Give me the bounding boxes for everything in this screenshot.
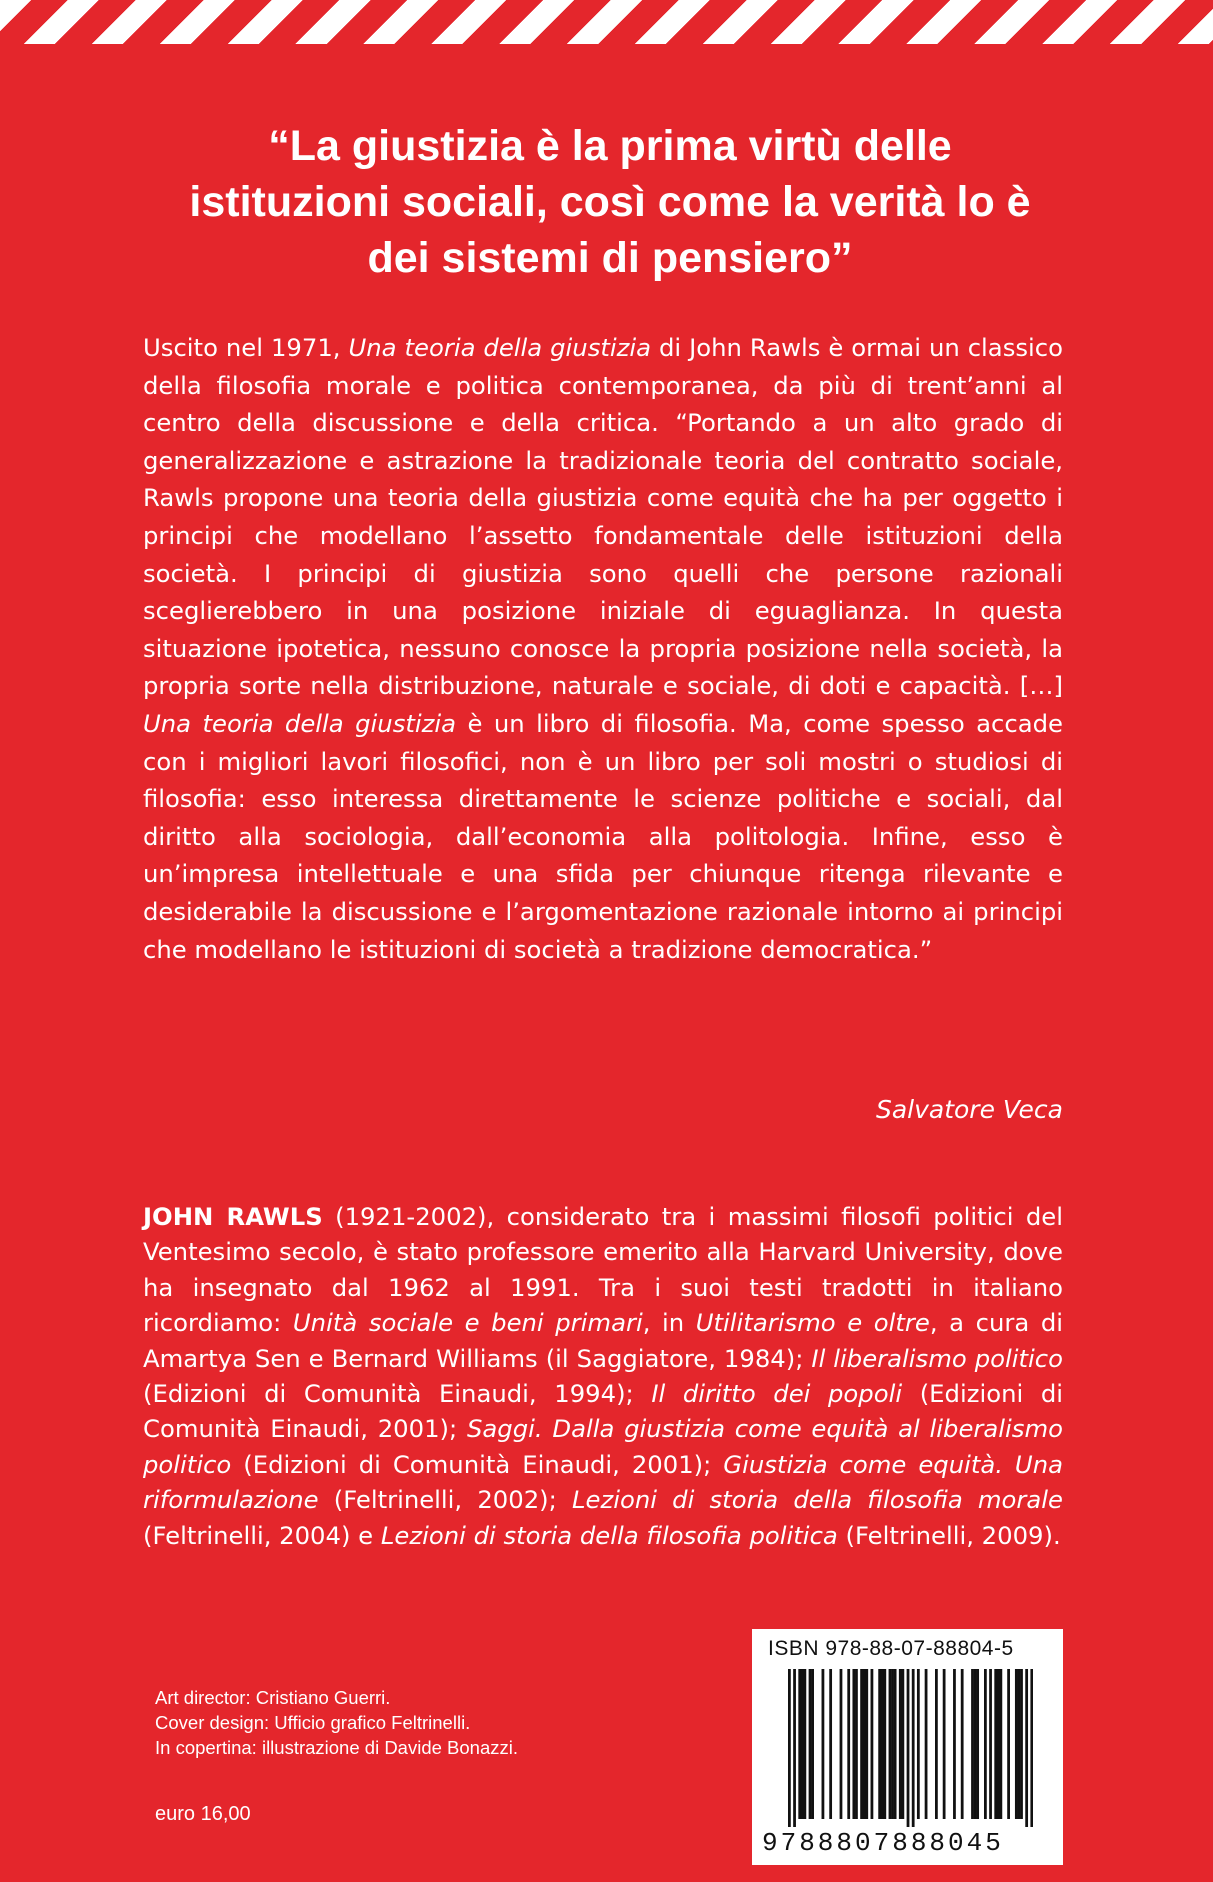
barcode-bar bbox=[974, 1669, 977, 1819]
barcode-bar bbox=[801, 1669, 804, 1819]
headline-quote bbox=[150, 118, 1070, 286]
book-title-italic-2: Una teoria della giustizia bbox=[143, 708, 457, 738]
barcode-bar bbox=[997, 1669, 1000, 1819]
bio-title-1: Unità sociale e beni primari bbox=[292, 1308, 643, 1338]
bio-title-8: Lezioni di storia della filosofia politica bbox=[380, 1520, 838, 1550]
bio-text-8: (Feltrinelli, 2004) e bbox=[143, 1520, 381, 1550]
barcode-bar bbox=[881, 1669, 884, 1819]
barcode-bar bbox=[1025, 1669, 1028, 1827]
barcode-bar bbox=[878, 1669, 881, 1819]
author-biography bbox=[143, 1199, 1063, 1553]
barcode-bar bbox=[925, 1669, 928, 1819]
barcode-bar bbox=[863, 1669, 866, 1819]
bio-title-7: Lezioni di storia della filosofia morale bbox=[572, 1485, 1063, 1515]
price-label: euro 16,00 bbox=[155, 1803, 251, 1825]
cover-credits bbox=[155, 1685, 715, 1760]
bio-title-3: Il liberalismo politico bbox=[811, 1343, 1063, 1373]
barcode-panel bbox=[752, 1629, 1063, 1865]
credit-cover-illustration: In copertina: illustrazione di Davide Bonazzi. bbox=[155, 1737, 518, 1758]
barcode-bar bbox=[798, 1669, 801, 1819]
blurb-text-2: di John Rawls è ormai un classico della filosofia morale e politica contemporanea, da più di trent’anni al centro della discussione e della critica. “Portando a un alto grado di generalizzazione e astrazione la tradizionale teoria del contratto sociale, Rawls propone una teoria della giustizia come equità che ha per oggetto i principi che modellano l’assetto fondamentale delle istituzioni della società. I principi di giustizia sono quelli che persone razionali sceglierebbero in una posizione iniziale di eguaglianza. In questa situazione ipotetica, nessuno conosce la propria posizione nella società, la propria sorte nella distribuzione, naturale e sociale, di doti e capacità. […] bbox=[143, 333, 1063, 701]
bio-text-2: , in bbox=[642, 1308, 696, 1338]
credit-art-director: Art director: Cristiano Guerri. bbox=[155, 1687, 391, 1708]
barcode-bar bbox=[961, 1669, 964, 1819]
barcode-bar bbox=[917, 1669, 920, 1819]
barcode-bar bbox=[788, 1669, 791, 1827]
barcode-bar bbox=[871, 1669, 874, 1819]
barcode-bar bbox=[994, 1669, 997, 1819]
barcode-bar bbox=[889, 1669, 892, 1819]
barcode-bar bbox=[829, 1669, 832, 1819]
barcode-bar bbox=[860, 1669, 863, 1819]
barcode-bar bbox=[984, 1669, 987, 1819]
barcode-bar bbox=[809, 1669, 812, 1819]
barcode-bar bbox=[793, 1669, 796, 1827]
barcode-bar bbox=[1018, 1669, 1021, 1819]
barcode-bar bbox=[943, 1669, 946, 1819]
blurb-text-1: Uscito nel 1971, bbox=[143, 333, 349, 362]
barcode-bar bbox=[953, 1669, 956, 1819]
headline-line-3: dei sistemi di pensiero” bbox=[367, 234, 853, 282]
barcode-bar bbox=[891, 1669, 894, 1819]
barcode-bar bbox=[840, 1669, 843, 1819]
barcode-bar bbox=[989, 1669, 992, 1819]
barcode-bar bbox=[1030, 1669, 1033, 1827]
barcode-bar bbox=[901, 1669, 904, 1819]
barcode-bar bbox=[894, 1669, 897, 1819]
barcode-bar bbox=[811, 1669, 814, 1819]
barcode-bar bbox=[865, 1669, 868, 1819]
barcode-bar bbox=[999, 1669, 1002, 1819]
headline-line-1: “La giustizia è la prima virtù delle bbox=[268, 122, 952, 170]
headline-line-2: istituzioni sociali, così come la verità lo è bbox=[189, 178, 1031, 226]
credit-cover-design: Cover design: Ufficio grafico Feltrinelli. bbox=[155, 1712, 471, 1733]
barcode-bar bbox=[907, 1669, 910, 1827]
author-name: JOHN RAWLS bbox=[143, 1202, 323, 1231]
barcode-bar bbox=[803, 1669, 806, 1819]
bio-title-4: Il diritto dei popoli bbox=[651, 1379, 903, 1409]
bio-text-7: (Feltrinelli, 2002); bbox=[318, 1485, 572, 1515]
barcode-bar bbox=[971, 1669, 974, 1819]
barcode-bar bbox=[935, 1669, 938, 1819]
blurb-text-3: è un libro di filosofia. Ma, come spesso accade con i migliori lavori filosofici, non è un libro per soli mostri o studiosi di filosofia: esso interessa direttamente le scienze politiche e sociali, dal diritto alla sociologia, dall’economia alla politologia. Infine, esso è un’impresa intellettuale e una sfida per chiunque ritenga rilevante e desiderabile la discussione e l’argomentazione razionale intorno ai principi che modellano le istituzioni di società a tradizione democratica.” bbox=[143, 708, 1064, 964]
barcode-bar bbox=[847, 1669, 850, 1819]
book-title-italic-1: Una teoria della giustizia bbox=[348, 333, 652, 362]
isbn-number: ISBN 978-88-07-88804-5 bbox=[768, 1637, 1014, 1660]
bio-text-3: , a cura di Amartya Sen e Bernard Williams (il Saggiatore, 1984); bbox=[143, 1308, 1064, 1373]
bio-title-6: Giustizia come equità. Una riformulazione bbox=[143, 1449, 1063, 1515]
barcode-bar bbox=[852, 1669, 855, 1819]
bio-title-5: Saggi. Dalla giustizia come equità al liberalismo politico bbox=[143, 1414, 1063, 1479]
barcode-bar bbox=[855, 1669, 858, 1819]
barcode-bar bbox=[1015, 1669, 1018, 1819]
barcode-bar bbox=[899, 1669, 902, 1819]
bio-text-1: (1921-2002), considerato tra i massimi filosofi politici del Ventesimo secolo, è stato professore emerito alla Harvard University, dove ha insegnato dal 1962 al 1991. Tra i suoi testi tradotti in italiano ricordiamo: bbox=[143, 1202, 1063, 1338]
bio-text-6: (Edizioni di Comunità Einaudi, 2001); bbox=[231, 1449, 724, 1479]
ean-digits: 9788807888045 bbox=[762, 1828, 1004, 1858]
barcode-bar bbox=[1007, 1669, 1010, 1819]
quote-author: Salvatore Veca bbox=[875, 1095, 1063, 1124]
bio-text-5: (Edizioni di Comunità Einaudi, 2001); bbox=[143, 1379, 1063, 1444]
book-description bbox=[143, 329, 1063, 968]
barcode-bar bbox=[1020, 1669, 1023, 1819]
barcode-bar bbox=[976, 1669, 979, 1819]
barcode-bar bbox=[883, 1669, 886, 1819]
barcode-bar bbox=[822, 1669, 825, 1819]
striped-top-border bbox=[0, 0, 1213, 44]
barcode-icon bbox=[788, 1669, 1033, 1827]
barcode-bar bbox=[912, 1669, 915, 1827]
bio-text-9: (Feltrinelli, 2009). bbox=[837, 1520, 1061, 1550]
bio-title-2: Utilitarismo e oltre bbox=[695, 1308, 930, 1338]
bio-text-4: (Edizioni di Comunità Einaudi, 1994); bbox=[143, 1379, 652, 1409]
